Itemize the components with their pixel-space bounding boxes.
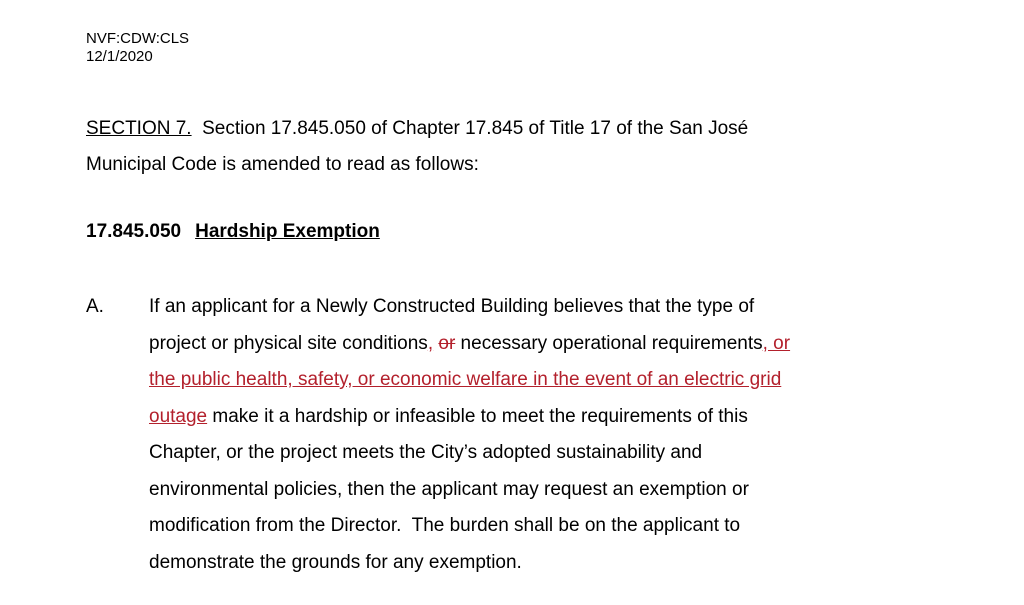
inserted-text: outage [149,405,208,427]
section-text-1: Section 17.845.050 of Chapter 17.845 of Title 17 of the San José [191,118,749,139]
para-line-7: modification from the Director. The burden shall be on the applicant to [149,515,741,536]
section-intro [86,111,946,183]
section-text-2: Municipal Code is amended to read as follows: [86,154,479,175]
header-date: 12/1/2020 [86,48,153,65]
para-line-2 [149,326,909,363]
para-text: project or physical site conditions [149,332,428,354]
paragraph-a-body [149,289,909,581]
inserted-text: the public health, safety, or economic welfare in the event of an electric grid [149,369,782,390]
document-header [86,30,189,66]
para-line-4 [149,399,909,436]
code-heading [86,218,380,246]
deleted-text: or [438,332,456,354]
inserted-text: , [427,332,434,354]
header-code: NVF:CDW:CLS [86,30,190,47]
section-intro-line-1 [86,111,946,147]
inserted-text: , or [762,332,791,354]
para-text: necessary operational requirements [455,332,763,354]
heading-number: 17.845.050 [86,221,182,242]
para-line-5: Chapter, or the project meets the City’s adopted sustainability and [149,442,703,463]
paragraph-label: A. [86,296,104,317]
para-line-8: demonstrate the grounds for any exemption. [149,551,522,573]
para-line-1: If an applicant for a Newly Constructed Building believes that the type of [149,296,755,317]
section-label: SECTION 7. [86,118,192,139]
para-text: make it a hardship or infeasible to meet the requirements of this [207,405,748,427]
para-line-3 [149,362,909,399]
para-line-6: environmental policies, then the applicant may request an exemption or [149,478,749,500]
heading-title: Hardship Exemption [195,221,380,242]
